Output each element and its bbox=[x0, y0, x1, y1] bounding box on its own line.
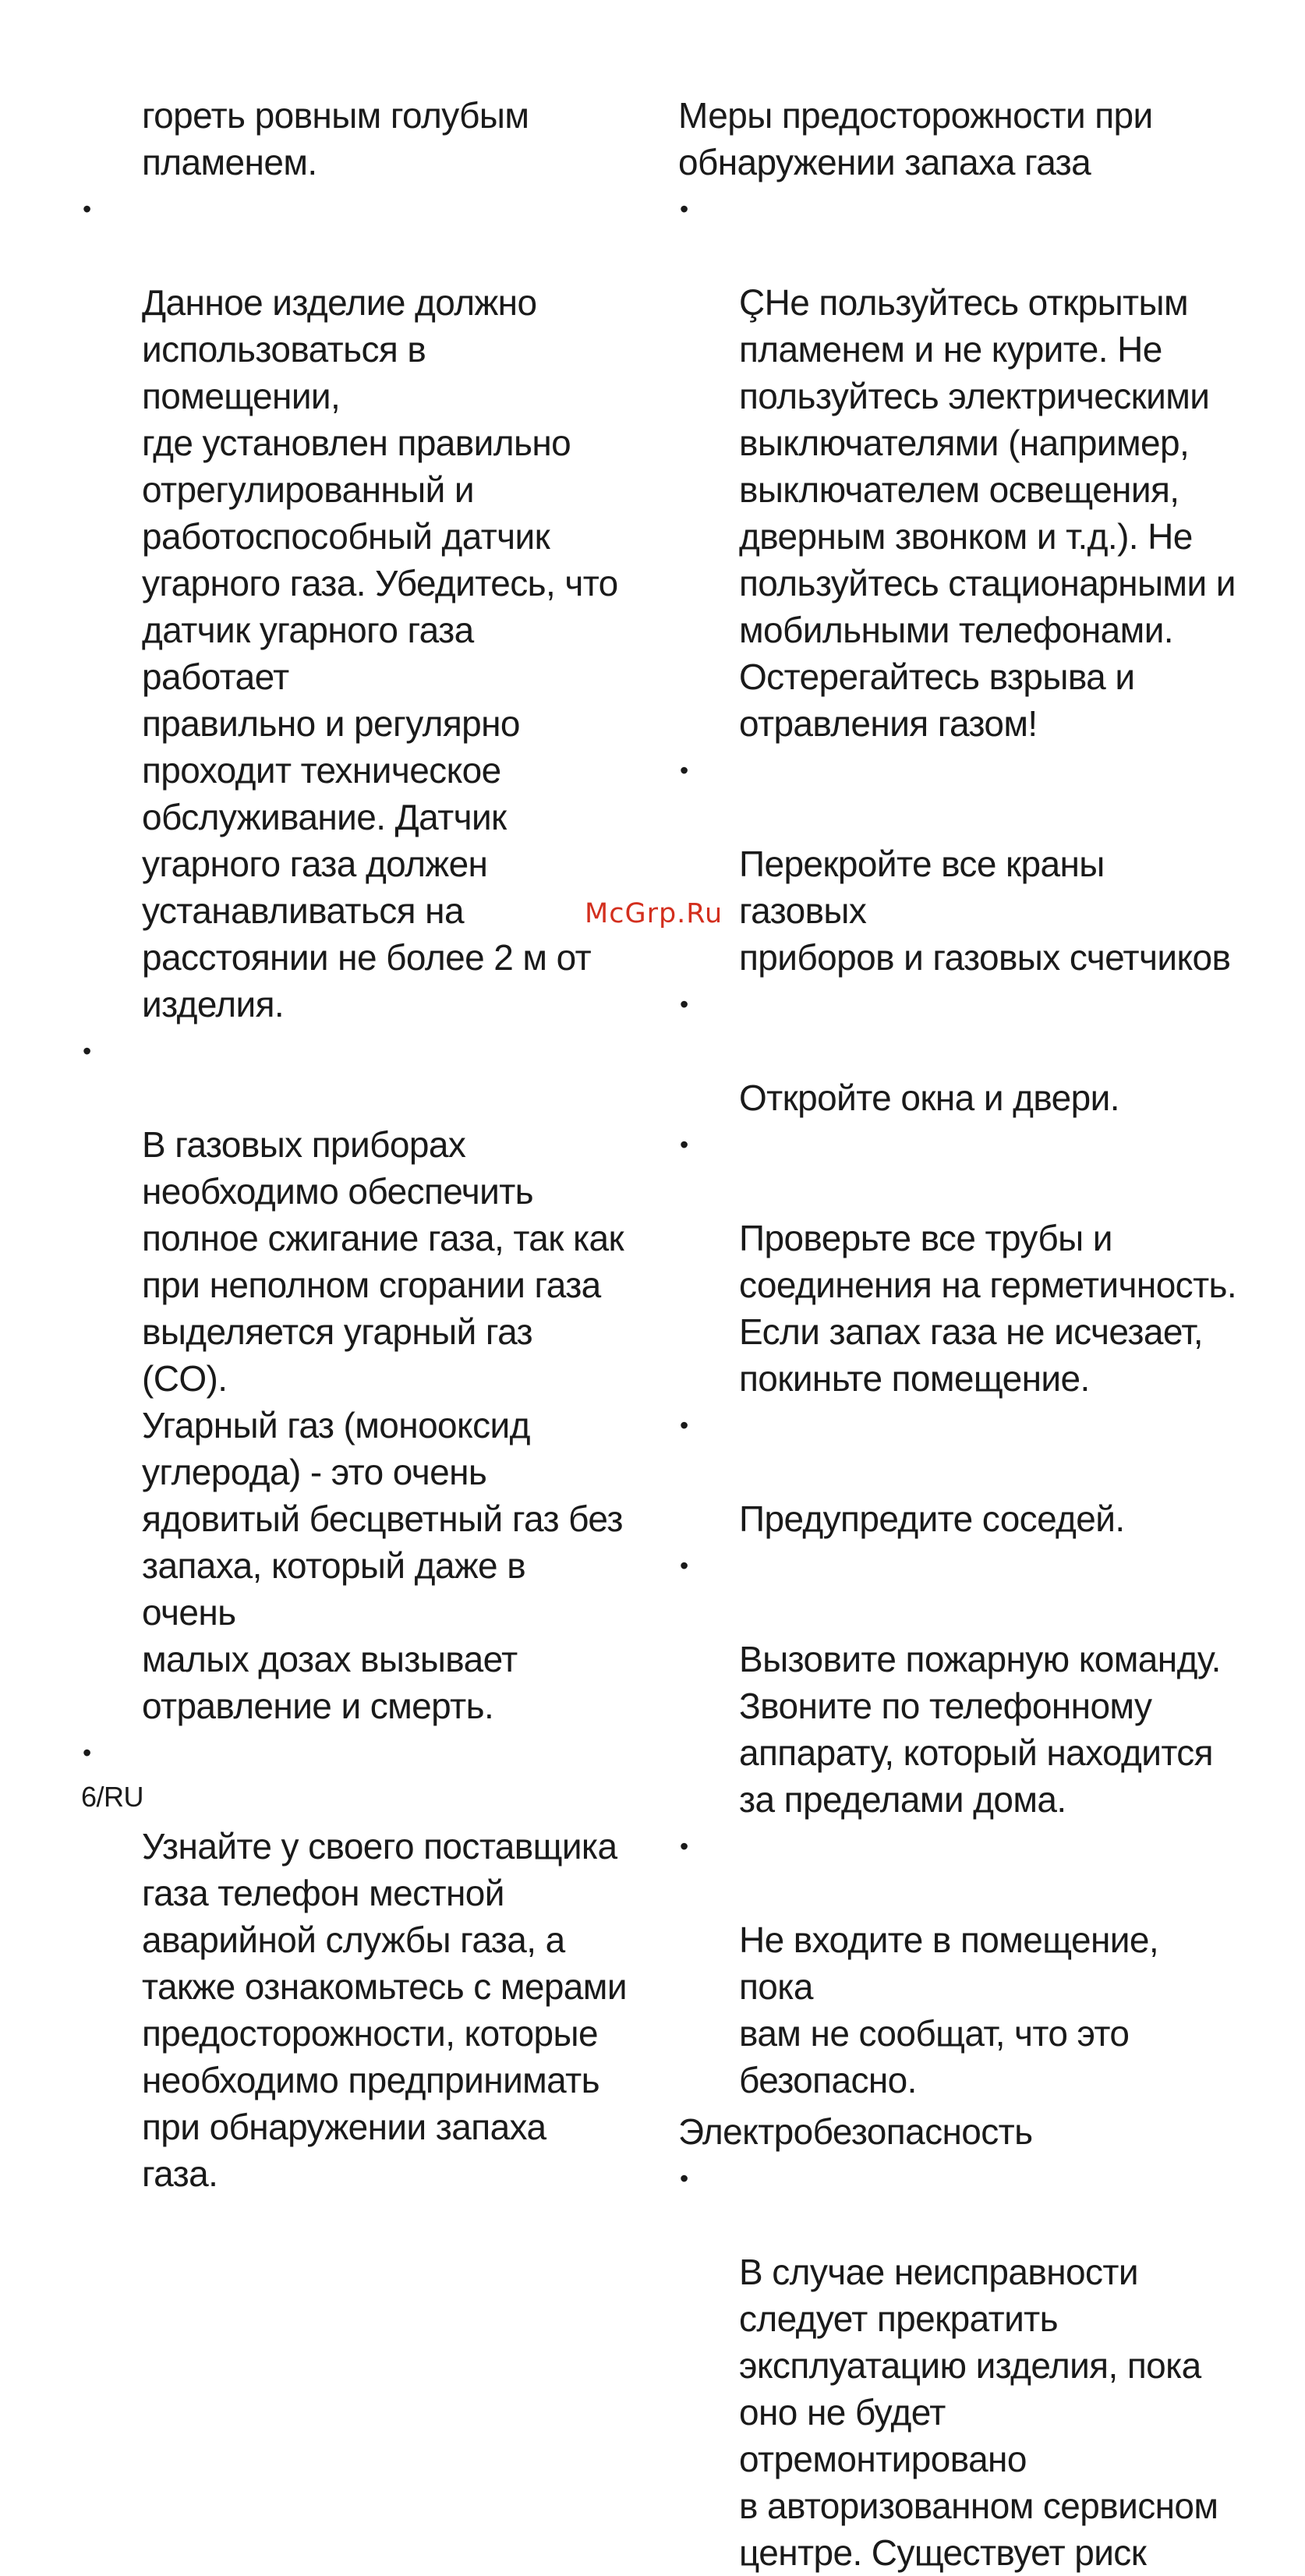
list-item bbox=[678, 747, 1240, 981]
list-item bbox=[81, 1028, 627, 1729]
bullet-icon: • bbox=[680, 1131, 688, 1159]
list-item-text: Данное изделие должно использоваться в помещении, где установлен правильно отрегулированный и работоспособный датчик угарного газа. Убедитесь, что датчик угарного газа работает правильно и регулярно проходит техническое обслуживание. Датчик угарного газа должен устанавливаться на расстоянии не более 2 м от изделия. bbox=[142, 282, 618, 1024]
electrical-safety-heading: Электробезопасность bbox=[678, 2111, 1033, 2152]
list-item-text: В случае неисправности следует прекратить эксплуатацию изделия, пока оно не будет отремонтировано в авторизованном сервисном центре. Существует риск bbox=[739, 2252, 1218, 2573]
list-item bbox=[678, 1823, 1240, 2104]
bullet-icon: • bbox=[680, 195, 688, 223]
list-item bbox=[81, 1729, 627, 2197]
list-item bbox=[678, 1542, 1240, 1823]
list-item-text: Узнайте у своего поставщика газа телефон местной аварийной службы газа, а также ознакомьтесь с мерами предосторожности, которые необходимо предпринимать при обнаружении запаха газа. bbox=[142, 1826, 627, 2194]
bullet-icon: • bbox=[83, 195, 91, 223]
gas-smell-bullet-list bbox=[678, 186, 1240, 2104]
list-item-text: ÇНе пользуйтесь открытым пламенем и не курите. Не пользуйтесь электрическими выключателями (например, выключателем освещения, дверным звонком и т.д.). Не пользуйтесь стационарными и мобильными телефонами. Остерегайтесь взрыва и отравления газом! bbox=[739, 282, 1236, 744]
bullet-icon: • bbox=[680, 2164, 688, 2192]
list-item-text: Вызовите пожарную команду. Звоните по телефонному аппарату, который находится за пределами дома. bbox=[739, 1639, 1221, 1820]
continuation-text: гореть ровным голубым пламенем. bbox=[142, 95, 529, 182]
list-item-text: В газовых приборах необходимо обеспечить полное сжигание газа, так как при неполном сгорании газа выделяется угарный газ (CO). Угарный газ (монооксид углерода) - это очень ядовитый бесцветный газ без запаха, который даже в очень малых дозах вызывает отравление и смерть. bbox=[142, 1124, 624, 1726]
list-item bbox=[678, 1121, 1240, 1402]
list-item bbox=[678, 981, 1240, 1121]
list-item bbox=[678, 2155, 1240, 2576]
list-item bbox=[678, 1402, 1240, 1542]
list-item-text: Перекройте все краны газовых приборов и газовых счетчиков bbox=[739, 844, 1231, 978]
page-number: 6/RU bbox=[81, 1781, 144, 1813]
right-column bbox=[678, 92, 1240, 2576]
bullet-icon: • bbox=[680, 1552, 688, 1580]
left-bullet-list bbox=[81, 186, 627, 2197]
list-item bbox=[81, 186, 627, 1028]
watermark-text: McGrp.Ru bbox=[585, 898, 723, 929]
list-item-text: Проверьте все трубы и соединения на герметичность. Если запах газа не исчезает, покиньте помещение. bbox=[739, 1218, 1237, 1399]
gas-smell-heading: Меры предосторожности при обнаружении запаха газа bbox=[678, 95, 1153, 182]
bullet-icon: • bbox=[680, 990, 688, 1018]
list-item-text: Предупредите соседей. bbox=[739, 1499, 1125, 1539]
bullet-icon: • bbox=[83, 1037, 91, 1065]
bullet-icon: • bbox=[680, 1832, 688, 1860]
bullet-icon: • bbox=[680, 756, 688, 784]
bullet-icon: • bbox=[680, 1411, 688, 1439]
electrical-safety-bullet-list bbox=[678, 2155, 1240, 2576]
bullet-icon: • bbox=[83, 1739, 91, 1767]
list-item bbox=[678, 186, 1240, 747]
list-item-text: Не входите в помещение, пока вам не сообщат, что это безопасно. bbox=[739, 1920, 1159, 2100]
list-item-text: Откройте окна и двери. bbox=[739, 1077, 1119, 1118]
left-column bbox=[81, 92, 627, 2197]
